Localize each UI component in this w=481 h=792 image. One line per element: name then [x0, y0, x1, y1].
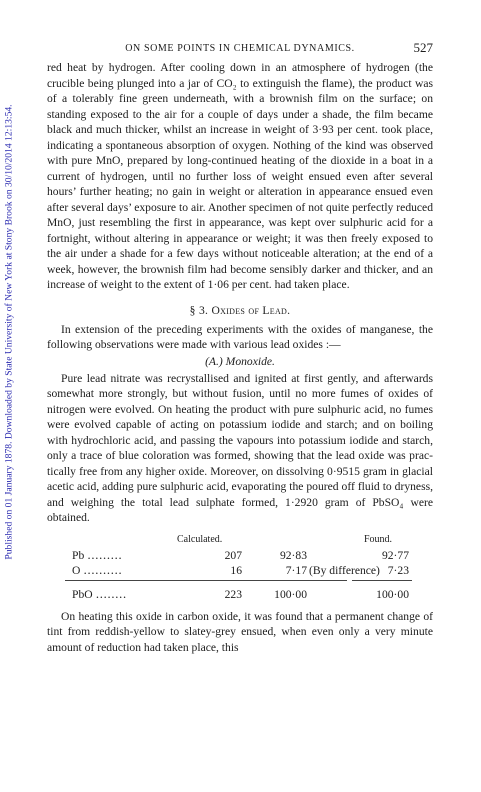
- calculated-percent: 7·17: [285, 563, 307, 577]
- calculated-header: Calculated.: [177, 533, 223, 545]
- subsection-heading: (A.) Monoxide.: [205, 354, 275, 368]
- table-total-row: [47, 587, 433, 602]
- provenance-text: Published on 01 January 1878. Downloaded by State University of New York at Stony Brook on 30/10/2014 12:13:54.: [3, 104, 15, 560]
- row-note: (By difference): [309, 563, 380, 577]
- found-percent: 7·23: [387, 563, 409, 577]
- found-percent: 92·77: [381, 548, 409, 562]
- running-header: [47, 40, 433, 60]
- element-label: O ․․․․․․․․․․: [72, 563, 122, 577]
- table-row: [47, 548, 433, 563]
- running-title: ON SOME POINTS IN CHEMICAL DYNAMICS.: [125, 43, 355, 54]
- analysis-table: [47, 534, 433, 602]
- download-provenance-sidebar: [2, 12, 16, 652]
- page-number: 527: [413, 40, 433, 55]
- calculated-percent: 92·83: [279, 548, 307, 562]
- total-weight: 223: [224, 587, 242, 601]
- sum-rule-found: [352, 580, 412, 581]
- total-calculated-percent: 100·00: [274, 587, 307, 601]
- element-label: Pb ․․․․․․․․․: [72, 548, 122, 562]
- analysis-column-headers: [47, 534, 433, 548]
- section-heading: § 3. Oxides of Lead.: [189, 303, 291, 317]
- total-label: PbO ․․․․․․․․: [72, 587, 127, 601]
- atomic-weight: 16: [230, 563, 242, 577]
- table-row: [47, 563, 433, 578]
- body-paragraph-4: On heating this oxide in carbon oxide, it was found that a permanent change of tint from reddish-yellow to slatey-grey ensued, when even only a very minute amount of reduction had taken place, this: [47, 609, 433, 654]
- sum-rule: [65, 580, 347, 581]
- body-paragraph-1: red heat by hydrogen. After cooling down in an atmosphere of hydrogen (the crucible being plunged into a jar of CO₂ to extinguish the flame), the product was of a tolerably fine green underneath, with a brownish film on the surface; on standing exposed to the air for a couple of days under a shade, the film became black and much thicker, whilst an increase in weight of 3·93 per cent. took place, indicating a spontaneous absorption of oxygen. Nothing of the kind was observed with pure MnO, prepared by long-continued heating of the dioxide in a boat in a current of hydrogen, until no further loss of weight ensued even after several hours’ further heating; no gain in weight or alteration in appearance ensued even after several days’ exposure to air. Another specimen of not quite perfectly reduced MnO, just resembling the first in appearance, was kept over sulphuric acid for a fortnight, without altering in appearance or weight; it was then freely exposed to the air under a shade for a few days without noticeable alteration; at the end of a week, however, the brownish film had become sensibly darker and thicker, and an increase of weight to the extent of 1·06 per cent. had taken place.: [47, 61, 433, 291]
- total-found-percent: 100·00: [376, 587, 409, 601]
- body-paragraph-3: Pure lead nitrate was recrystallised and ignited at first gently, and afterwards somewhat more strongly, but without fusion, until no more fumes of oxides of nitrogen were evolved. On heating the product with pure sulphuric acid, no fumes were evolved capable of acting on potassium iodide and starch; and on boiling with hydrochloric acid, and passing the vapours into potassium iodide and starch, only a trace of blue coloration was formed, showing that the lead oxide was practically free from any higher oxide. Moreover, on dissolving 0·9515 gram in glacial acetic acid, adding pure sulphuric acid, evaporating the poured off fluid to dryness, and weighing the total lead sulphate formed, 1·2920 gram of PbSO₄ were obtained.: [47, 371, 433, 524]
- atomic-weight: 207: [224, 548, 242, 562]
- body-paragraph-2: In extension of the preceding experiments with the oxides of manganese, the following observations were made with various lead oxides :—: [47, 322, 433, 351]
- journal-page: [47, 40, 433, 655]
- found-header: Found.: [364, 533, 393, 545]
